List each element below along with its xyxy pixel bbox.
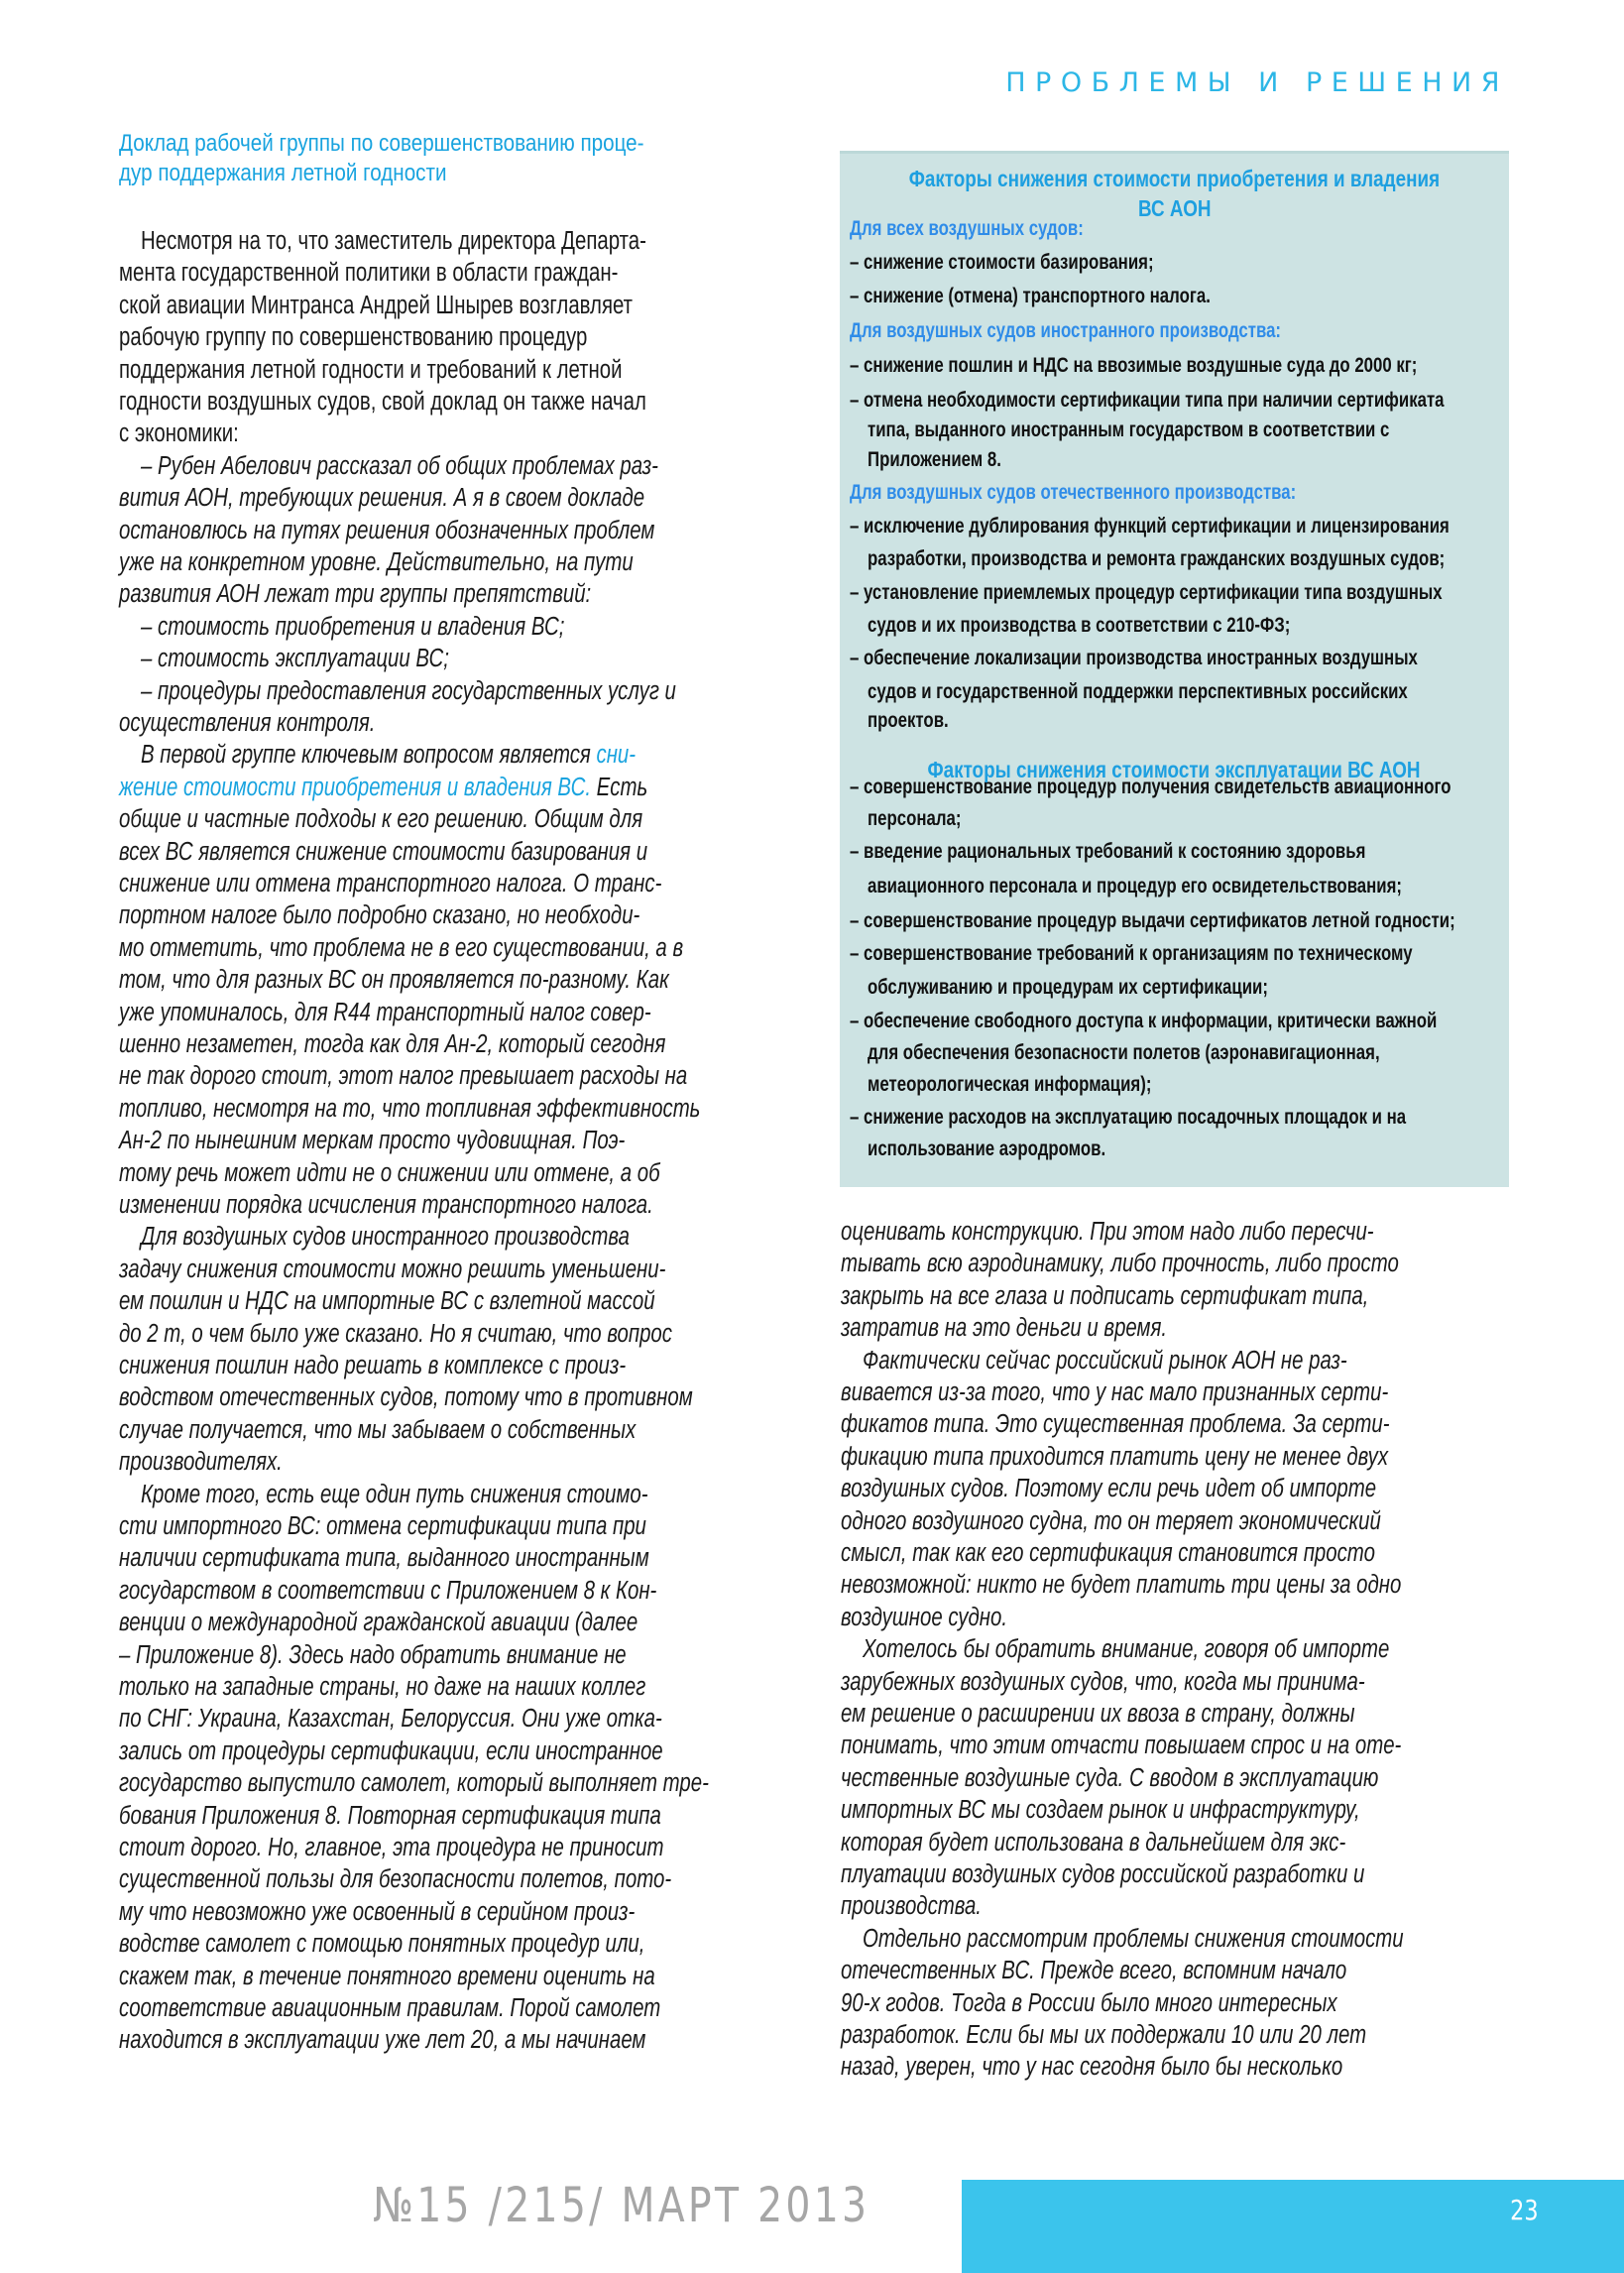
text-line: тывать всю аэродинамику, либо прочность, либо просто <box>841 1250 1399 1278</box>
text-line: одного воздушного судна, то он теряет экономический <box>841 1506 1381 1535</box>
box-subheading: Для всех воздушных судов: <box>850 217 1084 240</box>
text-line: невозможной: никто не будет платить три цены за одно <box>841 1571 1402 1600</box>
text-line: Несмотря на то, что заместитель директора Департа- <box>141 227 646 255</box>
text-line: находится в эксплуатации уже лет 20, а мы начинаем <box>119 2026 646 2055</box>
text-line: снижение или отмена транспортного налога. О транс- <box>119 870 662 897</box>
text-line: Фактически сейчас российский рынок АОН не раз- <box>863 1346 1347 1375</box>
text-line: 90-х годов. Тогда в России было много интересных <box>841 1988 1337 2017</box>
right-column <box>841 1216 1515 2108</box>
text-line: всех ВС является снижение стоимости базирования и <box>119 837 648 866</box>
text-line: не так дорого стоит, этот налог превышает расходы на <box>119 1062 688 1091</box>
text-line: скажем так, в течение понятного времени оценить на <box>119 1962 655 1990</box>
page-number: 23 <box>1510 2194 1539 2226</box>
text-line: ем решение о расширении их ввоза в страну, должны <box>841 1700 1355 1728</box>
box-list-item: – совершенствование процедур выдачи сертификатов летной годности; <box>850 909 1455 932</box>
text-line: водстве самолет с помощью понятных процедур или, <box>119 1930 645 1959</box>
heading-line: Доклад рабочей группы по совершенствованию проце- <box>119 130 644 157</box>
text-line: случае получается, что мы забываем о собственных <box>119 1415 637 1444</box>
text-line: поддержания летной годности и требований к летной <box>119 355 623 384</box>
text-line: вивается из-за того, что у нас мало признанных серти- <box>841 1378 1389 1406</box>
text-line: воздушное судно. <box>841 1603 1008 1631</box>
text-line: топливо, несмотря на то, что топливная эффективность <box>119 1094 701 1123</box>
text-line: стоит дорого. Но, главное, эта процедура не приносит <box>119 1834 664 1861</box>
text-line: снижения пошлин надо решать в комплексе с произ- <box>119 1352 627 1379</box>
box-list-item: – введение рациональных требований к состоянию здоровья <box>850 840 1366 863</box>
text-line: – стоимость эксплуатации ВС; <box>141 645 449 673</box>
box-list-item: – снижение стоимости базирования; <box>850 251 1154 274</box>
section-title: ПРОБЛЕМЫ И РЕШЕНИЯ <box>1005 67 1509 98</box>
text-line: уже упоминалось, для R44 транспортный налог совер- <box>119 998 651 1026</box>
box-list-item: авиационного персонала и процедур его освидетельствования; <box>868 875 1403 897</box>
box-list-item: – снижение расходов на эксплуатацию посадочных площадок и на <box>850 1106 1407 1129</box>
box-list-item: проектов. <box>868 709 949 732</box>
box-list-item: обслуживанию и процедурам их сертификации; <box>868 976 1268 999</box>
box-title-2 <box>840 755 1509 784</box>
box-list-item: для обеспечения безопасности полетов (аэронавигационная, <box>868 1041 1380 1064</box>
box-list-item: – обеспечение свободного доступа к информации, критически важной <box>850 1010 1438 1032</box>
text-line: портном налоге было подробно сказано, но необходи- <box>119 901 640 930</box>
text-line: том, что для разных ВС он проявляется по-разному. Как <box>119 966 669 995</box>
text-line: воздушных судов. Поэтому если речь идет об импорте <box>841 1475 1377 1503</box>
text-line: ской авиации Минтранса Андрей Шнырев возглавляет <box>119 291 633 319</box>
text-line: понимать, что этим отчасти повышаем спрос и на оте- <box>841 1732 1402 1760</box>
text-line: по СНГ: Украина, Казахстан, Белоруссия. Они уже отка- <box>119 1705 662 1734</box>
box-list-item: разработки, производства и ремонта гражданских воздушных судов; <box>868 547 1446 570</box>
text-line: импортных ВС мы создаем рынок и инфраструктуру, <box>841 1796 1360 1825</box>
box-list-item: судов и государственной поддержки перспективных российских <box>868 680 1408 703</box>
box-list-item: – установление приемлемых процедур сертификации типа воздушных <box>850 581 1443 604</box>
text-line: государством в соответствии с Приложением 8 к Кон- <box>119 1576 657 1605</box>
text-line: соответствие авиационным правилам. Порой самолет <box>119 1994 661 2022</box>
box-title-2-text: Факторы снижения стоимости эксплуатации ВС АОН <box>928 757 1421 782</box>
sidebar-factors-box <box>840 151 1509 1187</box>
box-title-line: Факторы снижения стоимости приобретения и владения <box>908 166 1441 191</box>
text-line: производителях. <box>119 1448 283 1477</box>
text-line: му что невозможно уже освоенный в серийном произ- <box>119 1897 636 1926</box>
text-line: венции о международной гражданской авиации (далее <box>119 1609 638 1637</box>
text-line: Кроме того, есть еще один путь снижения стоимо- <box>141 1480 648 1508</box>
box-list-item: судов и их производства в соответствии с 210-ФЗ; <box>868 614 1291 637</box>
left-column <box>119 225 793 2109</box>
text-line: отечественных ВС. Прежде всего, вспомним начало <box>841 1957 1347 1985</box>
text-line: вития АОН, требующих решения. А я в своем докладе <box>119 484 645 513</box>
box-list-item: использование аэродромов. <box>868 1137 1106 1160</box>
text-line: которая будет использована в дальнейшем для экс- <box>841 1828 1346 1856</box>
text-line: общие и частные подходы к его решению. Общим для <box>119 805 643 834</box>
box-list-item: – совершенствование процедур получения свидетельств авиационного <box>850 776 1451 798</box>
text-line: зарубежных воздушных судов, что, когда мы принима- <box>841 1667 1365 1696</box>
box-subheading: Для воздушных судов отечественного производства: <box>850 481 1297 504</box>
text-line: до 2 т, о чем было уже сказано. Но я считаю, что вопрос <box>119 1319 672 1348</box>
text-line: задачу снижения стоимости можно решить уменьшени- <box>119 1255 666 1283</box>
footer-bar <box>962 2180 1624 2273</box>
heading-line: дур поддержания летной годности <box>119 160 447 186</box>
text-line: смысл, так как его сертификация становится просто <box>841 1539 1375 1567</box>
text-line: остановлюсь на путях решения обозначенных проблем <box>119 516 655 544</box>
box-list-item: типа, выданного иностранным государством в соответствии с <box>868 419 1390 441</box>
box-list-item: – обеспечение локализации производства иностранных воздушных <box>850 647 1418 669</box>
text-line: сти импортного ВС: отмена сертификации типа при <box>119 1512 646 1540</box>
box-list-item: – исключение дублирования функций сертификации и лицензирования <box>850 515 1450 538</box>
text-line: – стоимость приобретения и владения ВС; <box>141 612 565 641</box>
issue-label: №15 /215/ МАРТ 2013 <box>373 2178 870 2233</box>
text-line: В первой группе ключевым вопросом является сни- <box>141 741 637 770</box>
text-line: с экономики: <box>119 419 239 448</box>
box-list-item: – совершенствование требований к организациям по техническому <box>850 942 1413 965</box>
text-line: – Приложение 8). Здесь надо обратить внимание не <box>119 1640 627 1669</box>
box-list-item: персонала; <box>868 807 962 830</box>
text-line: уже на конкретном уровне. Действительно, на пути <box>119 548 634 576</box>
text-line: водством отечественных судов, потому что в противном <box>119 1383 693 1412</box>
text-line: – процедуры предоставления государственных услуг и <box>141 676 676 705</box>
text-line: плуатации воздушных судов российской разработки и <box>841 1860 1365 1888</box>
text-line: Для воздушных судов иностранного производства <box>141 1223 630 1252</box>
box-list-item: Приложением 8. <box>868 448 1001 471</box>
text-line: затратив на это деньги и время. <box>841 1314 1168 1343</box>
highlighted-phrase: сни- <box>596 741 637 770</box>
text-line: закрыть на все глаза и подписать сертификат типа, <box>841 1281 1369 1310</box>
text-line: государство выпустило самолет, который выполняет тре- <box>119 1769 709 1798</box>
text-line: шенно незаметен, тогда как для Ан-2, который сегодня <box>119 1030 666 1058</box>
text-line: оценивать конструкцию. При этом надо либо пересчи- <box>841 1218 1374 1246</box>
text-line: Ан-2 по нынешним меркам просто чудовищная. Поэ- <box>119 1127 626 1155</box>
text-line: жение стоимости приобретения и владения ВС. Есть <box>119 773 648 801</box>
text-line: назад, уверен, что у нас сегодня было бы несколько <box>841 2053 1343 2082</box>
text-line: осуществления контроля. <box>119 709 376 737</box>
box-list-item: – снижение пошлин и НДС на ввозимые воздушные суда до 2000 кг; <box>850 354 1418 377</box>
text-line: только на западные страны, но даже на наших коллег <box>119 1673 646 1701</box>
text-line: Отдельно рассмотрим проблемы снижения стоимости <box>863 1924 1404 1953</box>
text-line: чественные воздушные суда. С вводом в эксплуатацию <box>841 1763 1379 1792</box>
text-line: наличии сертификата типа, выданного иностранным <box>119 1544 649 1573</box>
text-line: существенной пользы для безопасности полетов, пото- <box>119 1865 672 1894</box>
highlighted-phrase: жение стоимости приобретения и владения ВС. <box>119 773 591 801</box>
text-line: бования Приложения 8. Повторная сертификация типа <box>119 1801 661 1830</box>
text-line: мо отметить, что проблема не в его существовании, а в <box>119 933 684 962</box>
text-line: изменении порядка исчисления транспортного налога. <box>119 1191 653 1219</box>
text-line: ем пошлин и НДС на импортные ВС с взлетной массой <box>119 1287 655 1316</box>
text-line: рабочую группу по совершенствованию процедур <box>119 323 588 352</box>
box-subheading: Для воздушных судов иностранного производства: <box>850 319 1282 342</box>
text-line: зались от процедуры сертификации, если иностранное <box>119 1736 663 1765</box>
box-title-line: ВС АОН <box>1137 195 1212 221</box>
text-line: мента государственной политики в области граждан- <box>119 259 619 288</box>
text-line: – Рубен Абелович рассказал об общих проблемах раз- <box>141 451 658 480</box>
text-line: годности воздушных судов, свой доклад он также начал <box>119 388 646 416</box>
text-line: фикатов типа. Это существенная проблема. За серти- <box>841 1410 1390 1439</box>
box-list-item: – отмена необходимости сертификации типа при наличии сертификата <box>850 389 1445 412</box>
text-line: Хотелось бы обратить внимание, говоря об импорте <box>863 1635 1390 1664</box>
text-line: разработок. Если бы мы их поддержали 10 или 20 лет <box>841 2021 1367 2049</box>
text-line: производства. <box>841 1892 982 1921</box>
text-line: фикацию типа приходится платить цену не менее двух <box>841 1442 1389 1471</box>
article-heading <box>119 129 793 188</box>
text-line: развития АОН лежат три группы препятствий: <box>119 580 592 609</box>
box-list-item: – снижение (отмена) транспортного налога. <box>850 285 1211 307</box>
box-list-item: метеорологическая информация); <box>868 1073 1152 1096</box>
text-line: тому речь может идти не о снижении или отмене, а об <box>119 1158 660 1187</box>
